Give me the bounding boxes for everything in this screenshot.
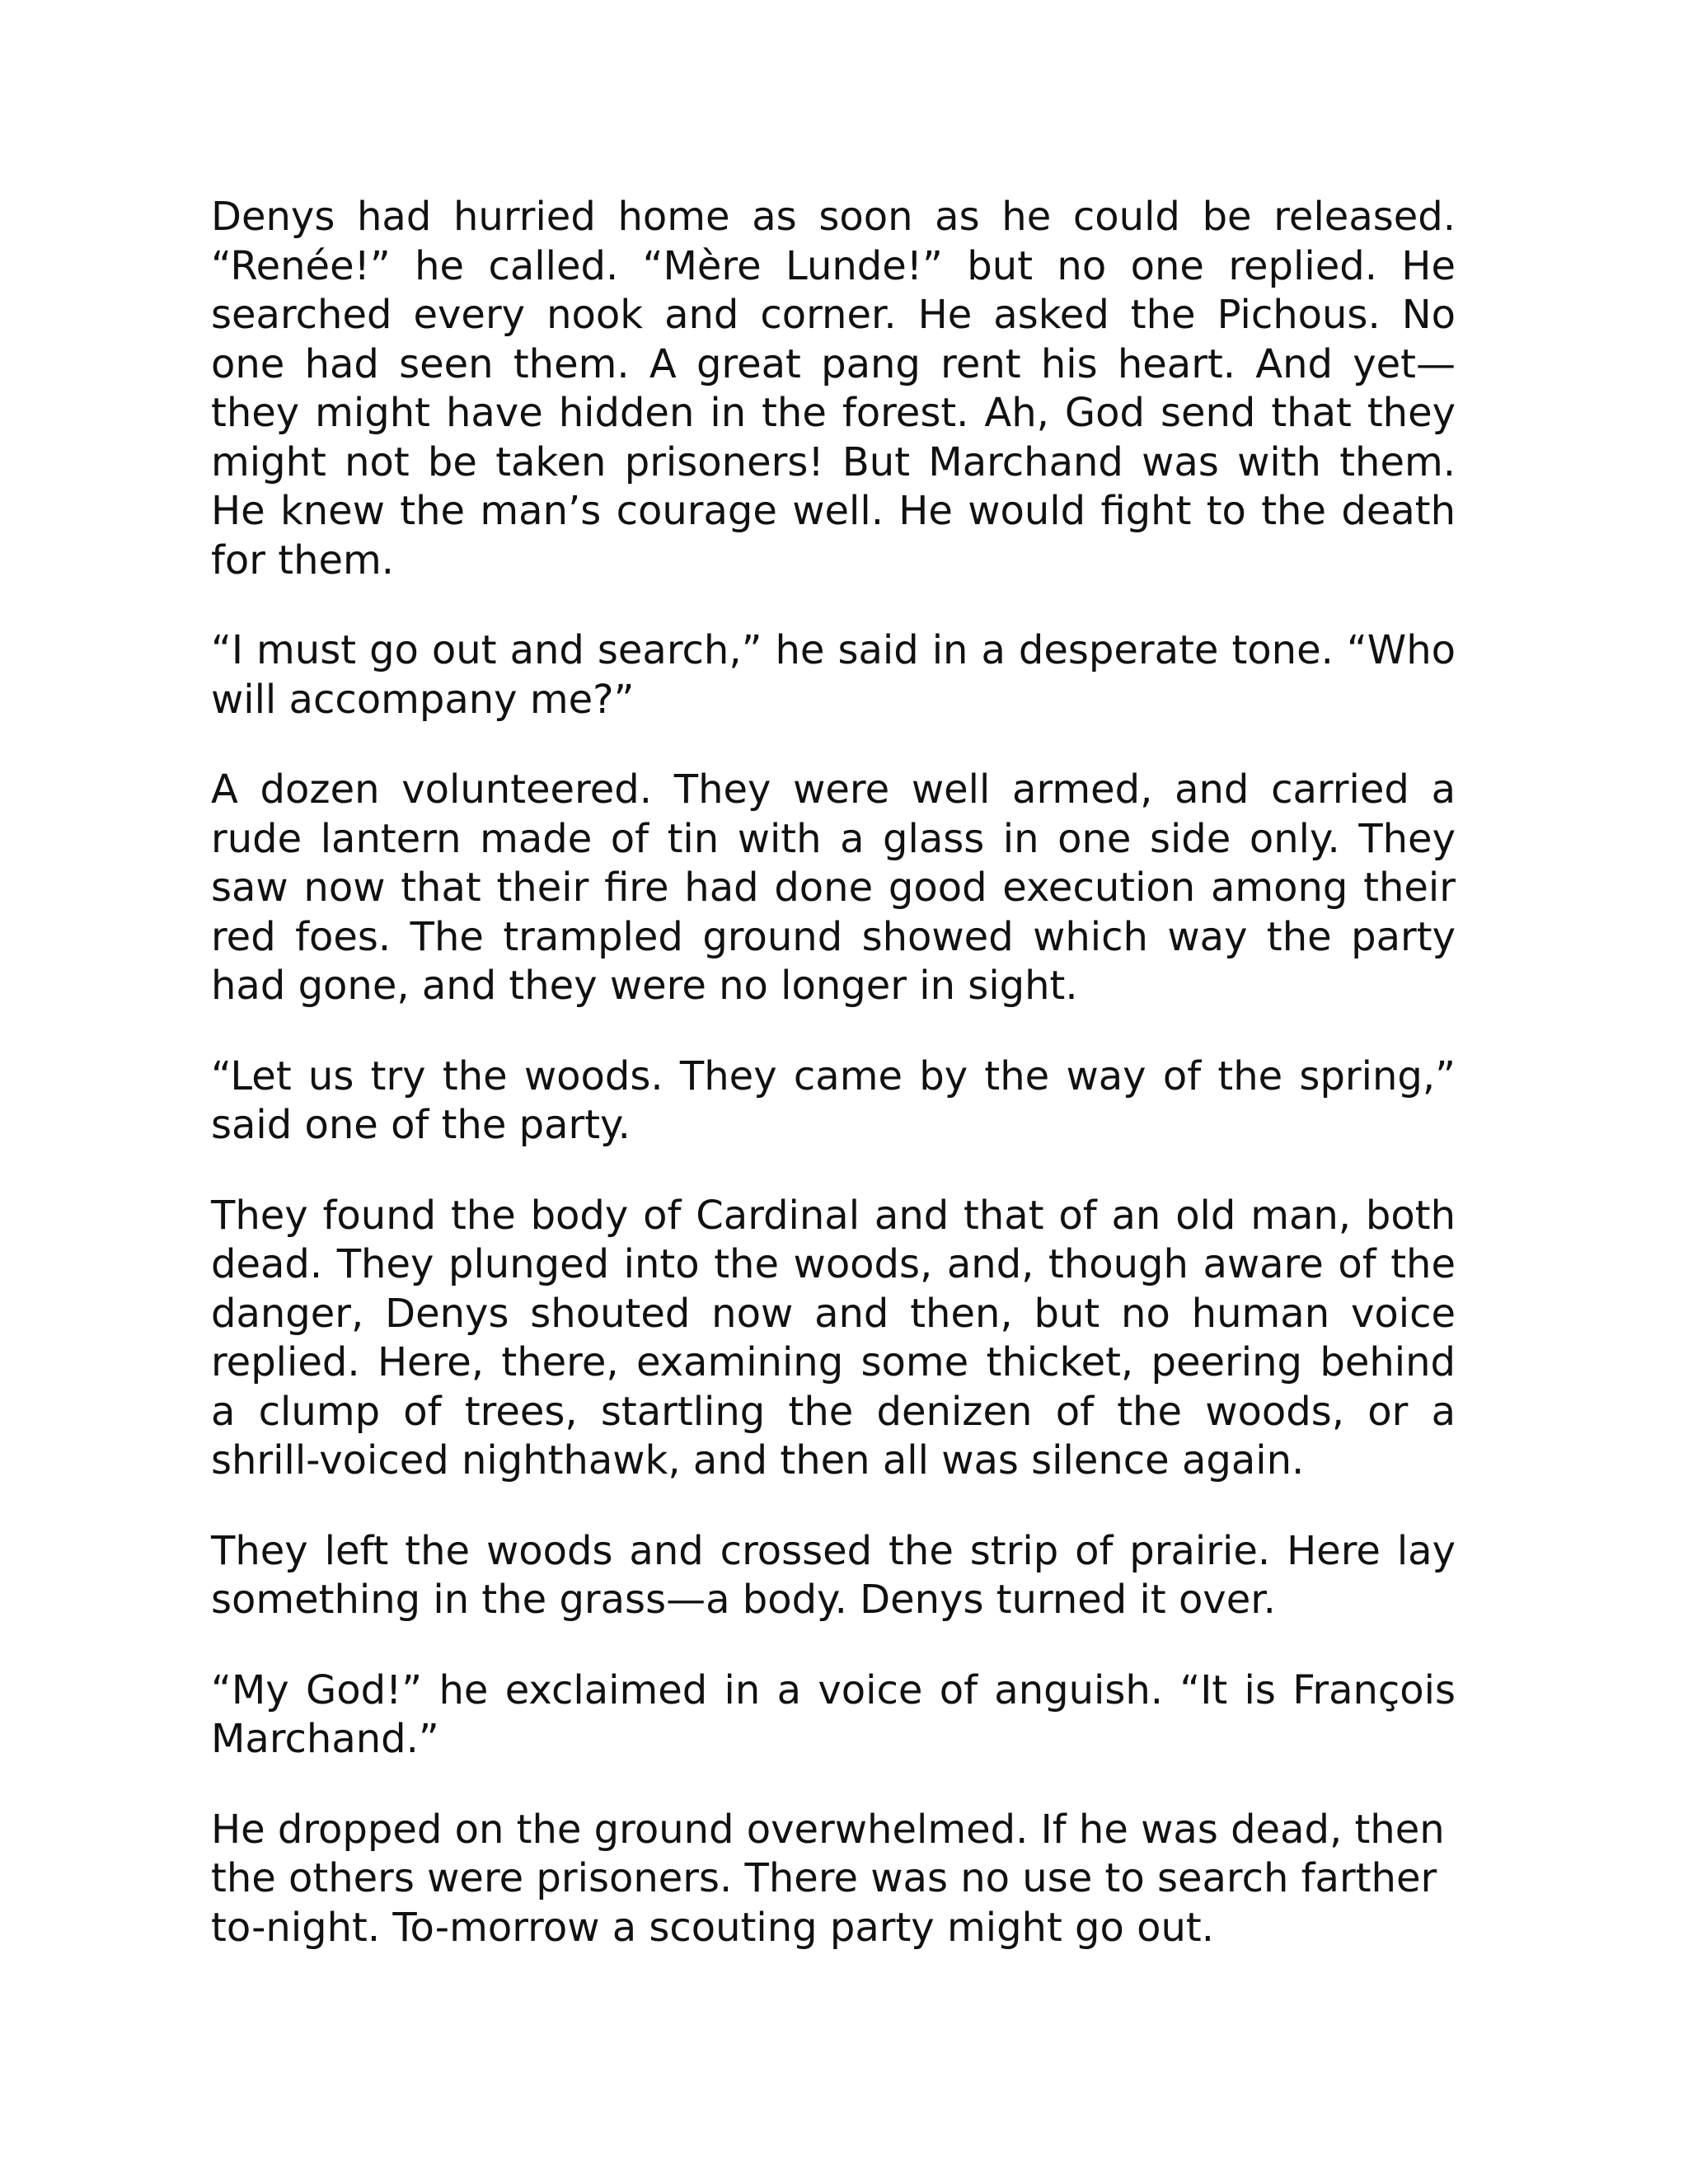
paragraph-6: They left the woods and crossed the strip of prairie. Here lay something in the grass—a body. Denys turned it over. [211,1527,1456,1623]
paragraph-4: “Let us try the woods. They came by the way of the spring,” said one of the party. [211,1052,1456,1148]
paragraph-1: Denys had hurried home as soon as he could be released. “Renée!” he called. “Mère Lunde!” but no one replied. He searched every nook and corner. He asked the Pichous. No one had seen them. A great pang rent his heart. And yet—they might have hidden in the forest. Ah, God send that they might not be taken prisoners! But Marchand was with them. He knew the man’s courage well. He would fight to the death for them. [211,194,1456,583]
document-page [211,193,1456,1994]
paragraph-7: “My God!” he exclaimed in a voice of anguish. “It is François Marchand.” [211,1666,1456,1762]
paragraph-5: They found the body of Cardinal and that of an old man, both dead. They plunged into the woods, and, though aware of the danger, Denys shouted now and then, but no human voice replied. Here, there, examining some thicket, peering behind a clump of trees, startling the denizen of the woods, or a shrill-voiced nighthawk, and then all was silence again. [211,1192,1456,1483]
paragraph-2: “I must go out and search,” he said in a desperate tone. “Who will accompany me?” [211,627,1456,723]
paragraph-3: A dozen volunteered. They were well armed, and carried a rude lantern made of tin with a glass in one side only. They saw now that their fire had done good execution among their red foes. The trampled ground showed which way the party had gone, and they were no longer in sight. [211,766,1456,1009]
paragraph-8: He dropped on the ground overwhelmed. If he was dead, then the others were prisoners. There was no use to search farther to-night. To-morrow a scouting party might go out. [211,1806,1445,1951]
